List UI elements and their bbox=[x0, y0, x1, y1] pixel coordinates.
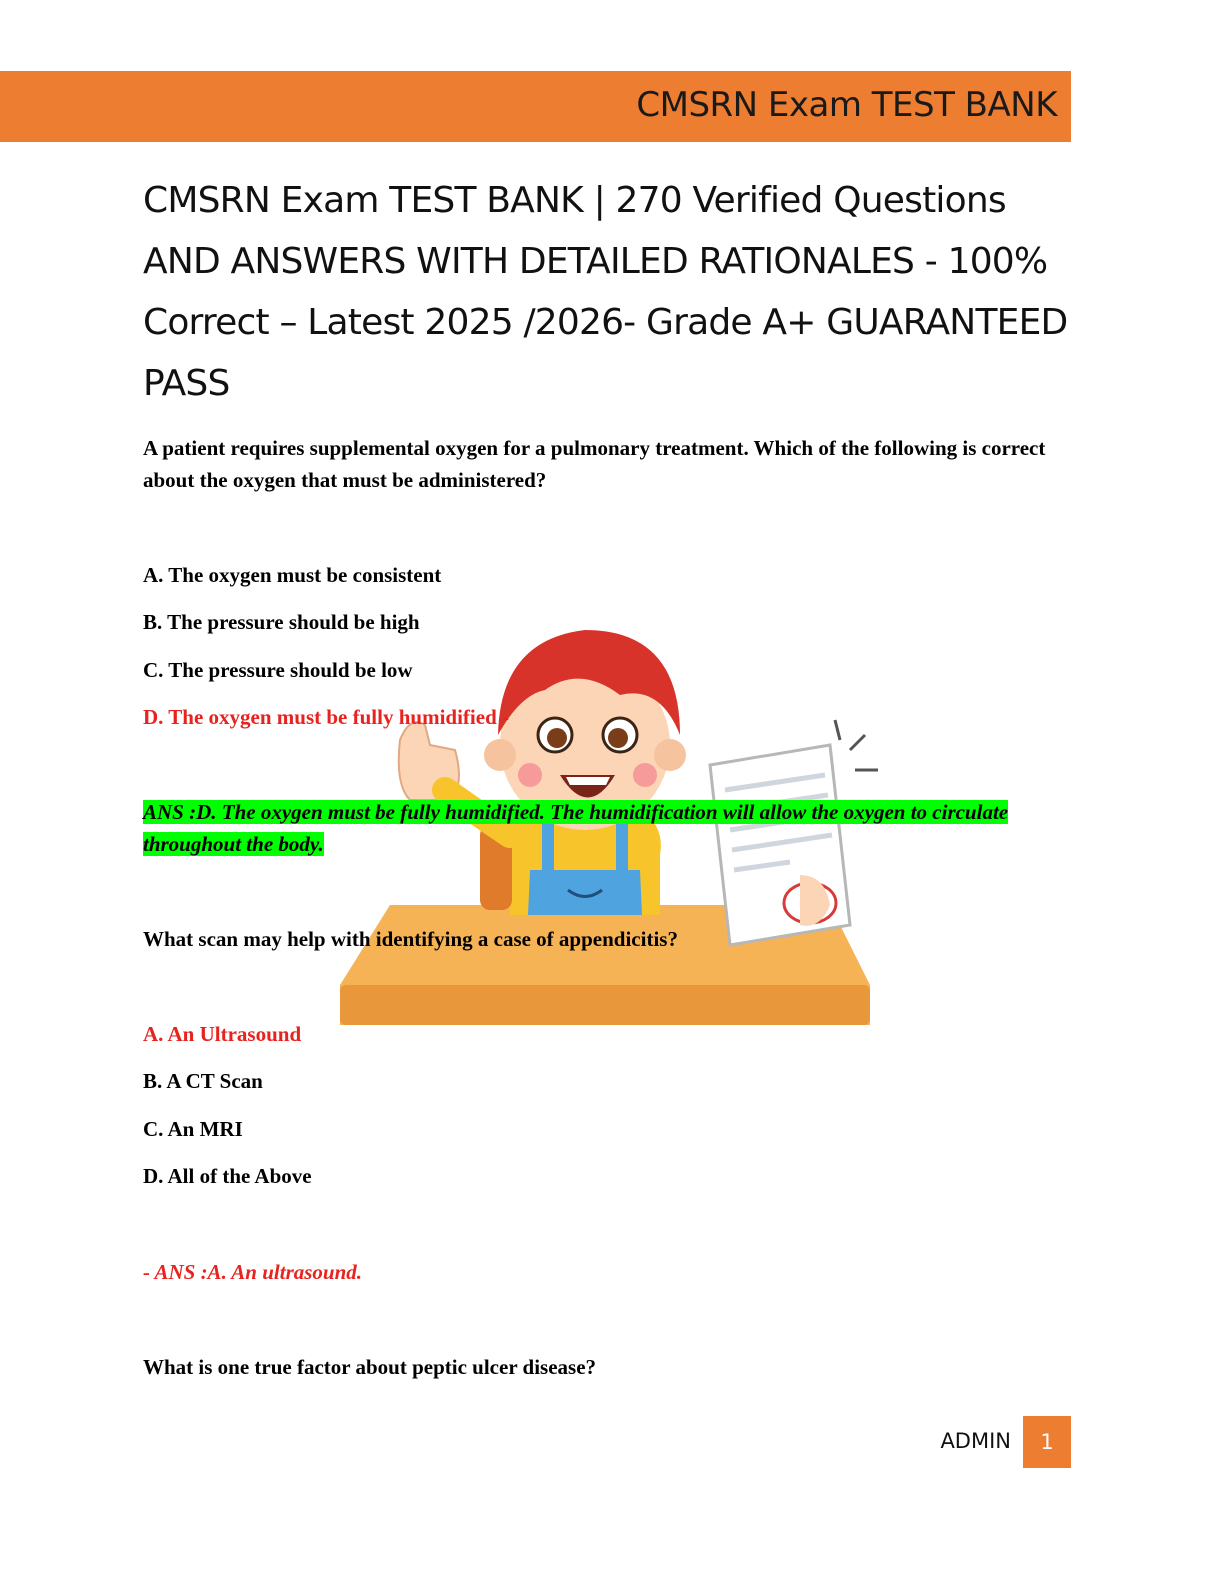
page-number-badge bbox=[1023, 1416, 1071, 1468]
question-2-option-d: D. All of the Above bbox=[143, 1164, 312, 1188]
ear-left bbox=[484, 739, 516, 771]
pupil-left bbox=[547, 728, 567, 748]
desk-edge bbox=[340, 985, 870, 1025]
page-number: 1 bbox=[1040, 1430, 1054, 1454]
ear-right bbox=[654, 739, 686, 771]
question-1-option-c: C. The pressure should be low bbox=[143, 658, 413, 682]
cheek-right bbox=[633, 763, 657, 787]
kid-overalls bbox=[528, 870, 642, 915]
question-1-option-d-correct: D. The oxygen must be fully humidified - bbox=[143, 705, 509, 729]
pupil-right bbox=[608, 728, 628, 748]
footer-author: ADMIN bbox=[940, 1429, 1011, 1453]
sparkle-1 bbox=[835, 720, 840, 740]
question-1-stem: A patient requires supplemental oxygen for a pulmonary treatment. Which of the following is correct about the oxygen that must be administered? bbox=[143, 436, 1046, 492]
question-2-answer: - ANS :A. An ultrasound. bbox=[143, 1260, 363, 1284]
header-bar bbox=[0, 71, 1071, 142]
kid-teeth bbox=[566, 777, 610, 785]
question-2-option-c: C. An MRI bbox=[143, 1117, 243, 1141]
question-1-answer bbox=[143, 796, 1043, 860]
question-1-answer-text: ANS :D. The oxygen must be fully humidified. The humidification will allow the oxygen to circulate throughout the body. bbox=[143, 800, 1009, 856]
document-title: CMSRN Exam TEST BANK | 270 Verified Questions AND ANSWERS WITH DETAILED RATIONALES - 100% Correct – Latest 2025 /2026- Grade A+ GUARANTEED PASS bbox=[143, 180, 1068, 404]
question-1-option-a: A. The oxygen must be consistent bbox=[143, 563, 442, 587]
question-2-option-b: B. A CT Scan bbox=[143, 1069, 263, 1093]
question-2-stem: What scan may help with identifying a case of appendicitis? bbox=[143, 927, 678, 951]
question-1-option-b: B. The pressure should be high bbox=[143, 610, 420, 634]
question-2-option-a-correct: A. An Ultrasound bbox=[143, 1022, 302, 1046]
cheek-left bbox=[518, 763, 542, 787]
header-title: CMSRN Exam TEST BANK bbox=[636, 85, 1057, 125]
question-3-stem: What is one true factor about peptic ulcer disease? bbox=[143, 1355, 597, 1379]
sparkle-2 bbox=[850, 735, 865, 750]
